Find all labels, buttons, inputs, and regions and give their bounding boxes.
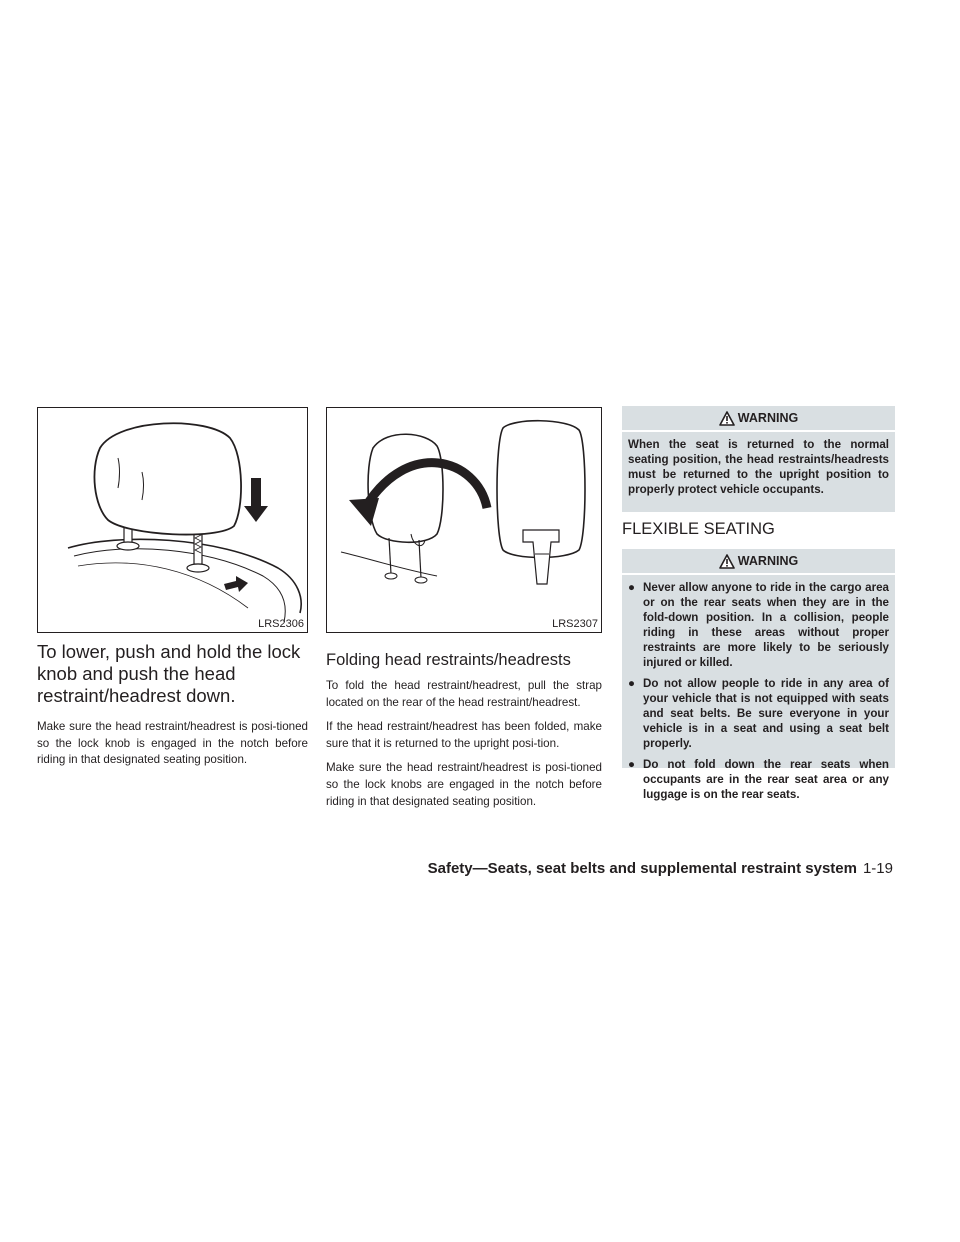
list-item bbox=[628, 676, 889, 751]
page-footer bbox=[0, 860, 893, 878]
figure-headrest-fold bbox=[326, 407, 602, 633]
left-column bbox=[37, 641, 308, 769]
list-item bbox=[628, 757, 889, 802]
bullet-icon: ● bbox=[628, 581, 636, 594]
bullet-icon: ● bbox=[628, 758, 636, 771]
list-item-text: Do not fold down the rear seats when occupants are in the rear seat area or any luggage is on the rear seats. bbox=[643, 758, 889, 801]
warning-list bbox=[628, 580, 889, 802]
middle-column bbox=[326, 650, 602, 810]
warning-header bbox=[622, 549, 895, 575]
warning-title: WARNING bbox=[737, 411, 799, 425]
warning-header bbox=[622, 406, 895, 432]
warning-box-upright bbox=[622, 406, 895, 512]
warning-body bbox=[622, 575, 895, 815]
warning-box-flexible-seating bbox=[622, 549, 895, 801]
list-item-text: Do not allow people to ride in any area of your vehicle that is not equipped with seats and seat belts. Be sure everyone in your vehicle is in a seat and using a seat belt properly. bbox=[643, 677, 889, 750]
headrest-fold-illustration bbox=[327, 408, 601, 632]
warning-triangle-icon bbox=[719, 554, 735, 569]
warning-title: WARNING bbox=[737, 554, 799, 568]
figure-headrest-lower bbox=[37, 407, 308, 633]
section-heading-lower-headrest: To lower, push and hold the lock knob and push the head restraint/headrest down. bbox=[37, 641, 301, 706]
bullet-icon: ● bbox=[628, 677, 636, 690]
figure-code: LRS2306 bbox=[258, 618, 304, 630]
paragraph-lock-knobs: Make sure the head restraint/headrest is posi-tioned so the lock knobs are engaged in the notch before riding in that designated seating position. bbox=[326, 761, 602, 808]
list-item-text: Never allow anyone to ride in the cargo area or on the rear seats when they are in the fold-down position. In a collision, people riding in these areas without proper restraints are more likely to be seriously injured or killed. bbox=[643, 581, 889, 669]
section-heading-folding: Folding head restraints/headrests bbox=[326, 651, 571, 669]
warning-triangle-icon bbox=[719, 411, 735, 426]
headrest-lower-illustration bbox=[38, 408, 307, 632]
paragraph-lock-knob: Make sure the head restraint/headrest is posi-tioned so the lock knob is engaged in the notch before riding in that designated seating position. bbox=[37, 720, 308, 767]
section-heading-flexible-seating: FLEXIBLE SEATING bbox=[622, 520, 775, 538]
figure-code: LRS2307 bbox=[552, 618, 598, 630]
paragraph-fold-strap: To fold the head restraint/headrest, pull the strap located on the rear of the head restraint/headrest. bbox=[326, 679, 602, 709]
warning-text: When the seat is returned to the normal seating position, the head restraints/headrests must be returned to the upright position to properly protect vehicle occupants. bbox=[628, 438, 889, 496]
list-item bbox=[628, 580, 889, 670]
footer-section-title: Safety—Seats, seat belts and supplemental restraint system bbox=[427, 860, 857, 877]
paragraph-return-upright: If the head restraint/headrest has been folded, make sure that it is returned to the upright posi-tion. bbox=[326, 720, 602, 750]
page-number: 1-19 bbox=[862, 860, 893, 877]
